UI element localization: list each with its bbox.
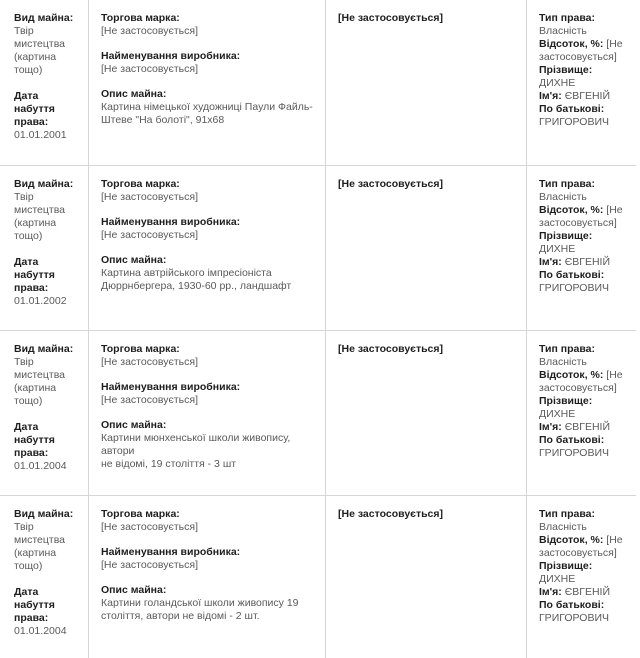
surname-value: ДИХНЕ <box>539 77 575 89</box>
surname-value: ДИХНЕ <box>539 573 575 585</box>
acquisition-date-label-line: Дата <box>14 421 80 434</box>
brand-label: Торгова марка: <box>101 12 317 25</box>
brand-value: [Не застосовується] <box>101 356 317 369</box>
share-label: Відсоток, %: <box>539 204 603 216</box>
table-row <box>0 166 636 331</box>
description-label: Опис майна: <box>101 254 317 267</box>
share-label: Відсоток, %: <box>539 38 603 50</box>
brand-value: [Не застосовується] <box>101 521 317 534</box>
name-value: ЄВГЕНІЙ <box>565 586 610 598</box>
property-type-line: тощо) <box>14 230 80 243</box>
right-type-label: Тип права: <box>539 343 628 356</box>
share-value-part: застосовується] <box>539 51 628 64</box>
not-applicable-cell <box>326 166 527 331</box>
property-type-label: Вид майна: <box>14 343 80 356</box>
description-label: Опис майна: <box>101 584 317 597</box>
ownership-cell <box>527 331 637 496</box>
acquisition-date-label-line: Дата <box>14 586 80 599</box>
table-row <box>0 0 636 166</box>
ownership-cell <box>527 166 637 331</box>
right-type-value: Власність <box>539 25 628 38</box>
acquisition-date-label-line: набуття <box>14 103 80 116</box>
share-label: Відсоток, %: <box>539 534 603 546</box>
surname-label: Прізвище: <box>539 395 592 407</box>
acquisition-date-value: 01.01.2004 <box>14 460 80 473</box>
not-applicable-label: [Не застосовується] <box>338 178 518 191</box>
not-applicable-label: [Не застосовується] <box>338 12 518 25</box>
share-value-part: [Не <box>606 534 622 546</box>
description-line: не відомі, 19 століття - 3 шт <box>101 458 317 471</box>
right-type-value: Власність <box>539 191 628 204</box>
not-applicable-cell <box>326 331 527 496</box>
manufacturer-label: Найменування виробника: <box>101 50 317 63</box>
property-type-cell <box>0 166 89 331</box>
right-type-value: Власність <box>539 356 628 369</box>
share-value-part: [Не <box>606 369 622 381</box>
property-details-cell <box>89 496 326 658</box>
property-type-line: мистецтва <box>14 204 80 217</box>
acquisition-date-value: 01.01.2002 <box>14 295 80 308</box>
manufacturer-value: [Не застосовується] <box>101 63 317 76</box>
brand-label: Торгова марка: <box>101 178 317 191</box>
name-label: Ім'я: <box>539 421 562 433</box>
surname-value: ДИХНЕ <box>539 408 575 420</box>
brand-label: Торгова марка: <box>101 343 317 356</box>
name-label: Ім'я: <box>539 586 562 598</box>
property-type-line: тощо) <box>14 560 80 573</box>
surname-value: ДИХНЕ <box>539 243 575 255</box>
share-value-part: застосовується] <box>539 382 628 395</box>
share-value-part: [Не <box>606 204 622 216</box>
description-line: Картини голандської школи живопису 19 <box>101 597 317 610</box>
patronymic-value: ГРИГОРОВИЧ <box>539 612 628 625</box>
name-value: ЄВГЕНІЙ <box>565 256 610 268</box>
surname-label: Прізвище: <box>539 560 592 572</box>
patronymic-value: ГРИГОРОВИЧ <box>539 116 628 129</box>
property-type-line: (картина <box>14 547 80 560</box>
manufacturer-value: [Не застосовується] <box>101 559 317 572</box>
right-type-value: Власність <box>539 521 628 534</box>
property-type-cell <box>0 496 89 658</box>
property-type-line: тощо) <box>14 64 80 77</box>
description-line: Картина німецької художниці Паули Файль- <box>101 101 317 114</box>
ownership-cell <box>527 496 637 658</box>
manufacturer-value: [Не застосовується] <box>101 229 317 242</box>
acquisition-date-label-line: права: <box>14 612 80 625</box>
not-applicable-label: [Не застосовується] <box>338 343 518 356</box>
patronymic-label: По батькові: <box>539 434 628 447</box>
surname-label: Прізвище: <box>539 64 592 76</box>
description-label: Опис майна: <box>101 419 317 432</box>
acquisition-date-label-line: права: <box>14 116 80 129</box>
name-label: Ім'я: <box>539 90 562 102</box>
acquisition-date-label-line: права: <box>14 282 80 295</box>
property-details-cell <box>89 166 326 331</box>
property-type-label: Вид майна: <box>14 178 80 191</box>
acquisition-date-label-line: права: <box>14 447 80 460</box>
property-type-line: (картина <box>14 51 80 64</box>
property-type-line: тощо) <box>14 395 80 408</box>
share-value-part: [Не <box>606 38 622 50</box>
manufacturer-label: Найменування виробника: <box>101 546 317 559</box>
share-value-part: застосовується] <box>539 547 628 560</box>
property-type-line: Твір <box>14 191 80 204</box>
description-line: Штеве "На болоті", 91х68 <box>101 114 317 127</box>
property-details-cell <box>89 331 326 496</box>
right-type-label: Тип права: <box>539 178 628 191</box>
description-label: Опис майна: <box>101 88 317 101</box>
table-row <box>0 331 636 496</box>
not-applicable-label: [Не застосовується] <box>338 508 518 521</box>
property-details-cell <box>89 0 326 166</box>
name-value: ЄВГЕНІЙ <box>565 90 610 102</box>
property-type-label: Вид майна: <box>14 508 80 521</box>
property-type-line: Твір <box>14 25 80 38</box>
not-applicable-cell <box>326 496 527 658</box>
property-type-line: мистецтва <box>14 534 80 547</box>
manufacturer-label: Найменування виробника: <box>101 216 317 229</box>
ownership-cell <box>527 0 637 166</box>
property-type-line: Твір <box>14 356 80 369</box>
description-line: століття, автори не відомі - 2 шт. <box>101 610 317 623</box>
acquisition-date-label-line: набуття <box>14 269 80 282</box>
right-type-label: Тип права: <box>539 12 628 25</box>
acquisition-date-label-line: набуття <box>14 599 80 612</box>
patronymic-value: ГРИГОРОВИЧ <box>539 282 628 295</box>
acquisition-date-value: 01.01.2001 <box>14 129 80 142</box>
brand-value: [Не застосовується] <box>101 25 317 38</box>
name-value: ЄВГЕНІЙ <box>565 421 610 433</box>
patronymic-label: По батькові: <box>539 103 628 116</box>
acquisition-date-label-line: набуття <box>14 434 80 447</box>
name-label: Ім'я: <box>539 256 562 268</box>
property-type-line: мистецтва <box>14 38 80 51</box>
brand-label: Торгова марка: <box>101 508 317 521</box>
manufacturer-value: [Не застосовується] <box>101 394 317 407</box>
property-type-line: Твір <box>14 521 80 534</box>
acquisition-date-value: 01.01.2004 <box>14 625 80 638</box>
patronymic-label: По батькові: <box>539 269 628 282</box>
right-type-label: Тип права: <box>539 508 628 521</box>
patronymic-label: По батькові: <box>539 599 628 612</box>
property-type-line: мистецтва <box>14 369 80 382</box>
property-type-line: (картина <box>14 217 80 230</box>
property-type-cell <box>0 331 89 496</box>
description-line: Картина автрійського імпресіоніста <box>101 267 317 280</box>
manufacturer-label: Найменування виробника: <box>101 381 317 394</box>
brand-value: [Не застосовується] <box>101 191 317 204</box>
surname-label: Прізвище: <box>539 230 592 242</box>
property-type-line: (картина <box>14 382 80 395</box>
description-line: Картини мюнхенської школи живопису, автори <box>101 432 317 458</box>
description-line: Дюррнбергера, 1930-60 рр., ландшафт <box>101 280 317 293</box>
acquisition-date-label-line: Дата <box>14 90 80 103</box>
property-type-label: Вид майна: <box>14 12 80 25</box>
share-label: Відсоток, %: <box>539 369 603 381</box>
patronymic-value: ГРИГОРОВИЧ <box>539 447 628 460</box>
share-value-part: застосовується] <box>539 217 628 230</box>
not-applicable-cell <box>326 0 527 166</box>
property-type-cell <box>0 0 89 166</box>
acquisition-date-label-line: Дата <box>14 256 80 269</box>
table-row <box>0 496 636 658</box>
